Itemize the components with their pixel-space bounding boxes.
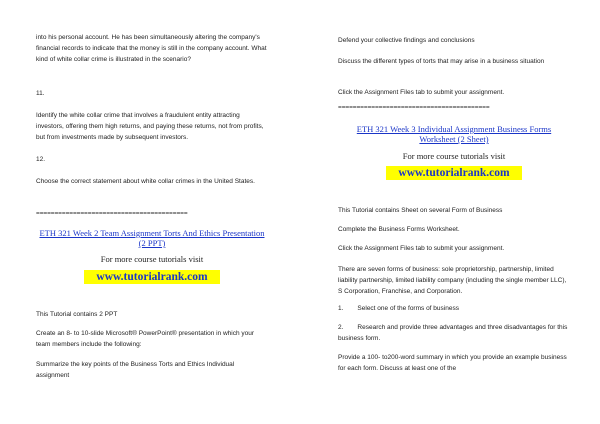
site-link[interactable]: www.tutorialrank.com: [84, 270, 220, 284]
left-paragraph-1: into his personal account. He has been simultaneously altering the company's financial records to indicate that the money is still in the company account. What kind of white collar crime is illustrated in the scenario?: [36, 34, 267, 63]
right-paragraph-3: Click the Assignment Files tab to submit your assignment.: [338, 89, 505, 96]
question-number-12: 12.: [36, 156, 46, 163]
list-text: Research and provide three advantages and three disadvantages for this business form.: [338, 324, 568, 342]
site-link[interactable]: www.tutorialrank.com: [386, 166, 522, 180]
list-number: 1.: [338, 305, 344, 312]
left-paragraph-2: Identify the white collar crime that involves a fraudulent entity attracting investors, offering them high returns, and paying these returns, not from profits, but from investments made by subsequent investors.: [36, 112, 264, 141]
visit-text: For more course tutorials visit: [100, 254, 204, 264]
list-number: 2.: [338, 324, 344, 331]
right-paragraph-1: Defend your collective findings and conclusions: [338, 37, 475, 44]
course-link-week3[interactable]: ETH 321 Week 3 Individual Assignment Business Forms Worksheet (2 Sheet): [356, 124, 552, 144]
question-number-11: 11.: [36, 90, 45, 97]
right-paragraph-6: Click the Assignment Files tab to submit your assignment.: [338, 245, 505, 252]
left-paragraph-4: This Tutorial contains 2 PPT: [36, 311, 118, 318]
visit-text: For more course tutorials visit: [402, 151, 506, 161]
left-paragraph-6: Summarize the key points of the Business Torts and Ethics Individual assignment: [36, 361, 235, 379]
separator-rule: =========================================: [36, 210, 188, 217]
right-paragraph-8: Provide a 100- to200-word summary in which you provide an example business for each form. Discuss at least one of the: [338, 354, 567, 372]
list-item-1: [338, 303, 570, 314]
list-item-2: [338, 322, 570, 344]
separator-rule: =========================================: [338, 104, 490, 111]
right-paragraph-5: Complete the Business Forms Worksheet.: [338, 226, 460, 233]
course-link-week2[interactable]: ETH 321 Week 2 Team Assignment Torts And Ethics Presentation (2 PPT): [39, 228, 265, 248]
right-paragraph-2: Discuss the different types of torts that may arise in a business situation: [338, 58, 545, 65]
right-paragraph-4: This Tutorial contains Sheet on several Form of Business: [338, 207, 503, 214]
left-paragraph-3: Choose the correct statement about white collar crimes in the United States.: [36, 178, 255, 185]
right-paragraph-7: There are seven forms of business: sole proprietorship, partnership, limited liability partnership, limited liability company (including the single member LLC), S Corporation, Franchise, and Corporation.: [338, 266, 567, 295]
list-text: Select one of the forms of business: [357, 305, 459, 312]
left-paragraph-5: Create an 8- to 10-slide Microsoft® PowerPoint® presentation in which your team members include the following:: [36, 330, 255, 348]
